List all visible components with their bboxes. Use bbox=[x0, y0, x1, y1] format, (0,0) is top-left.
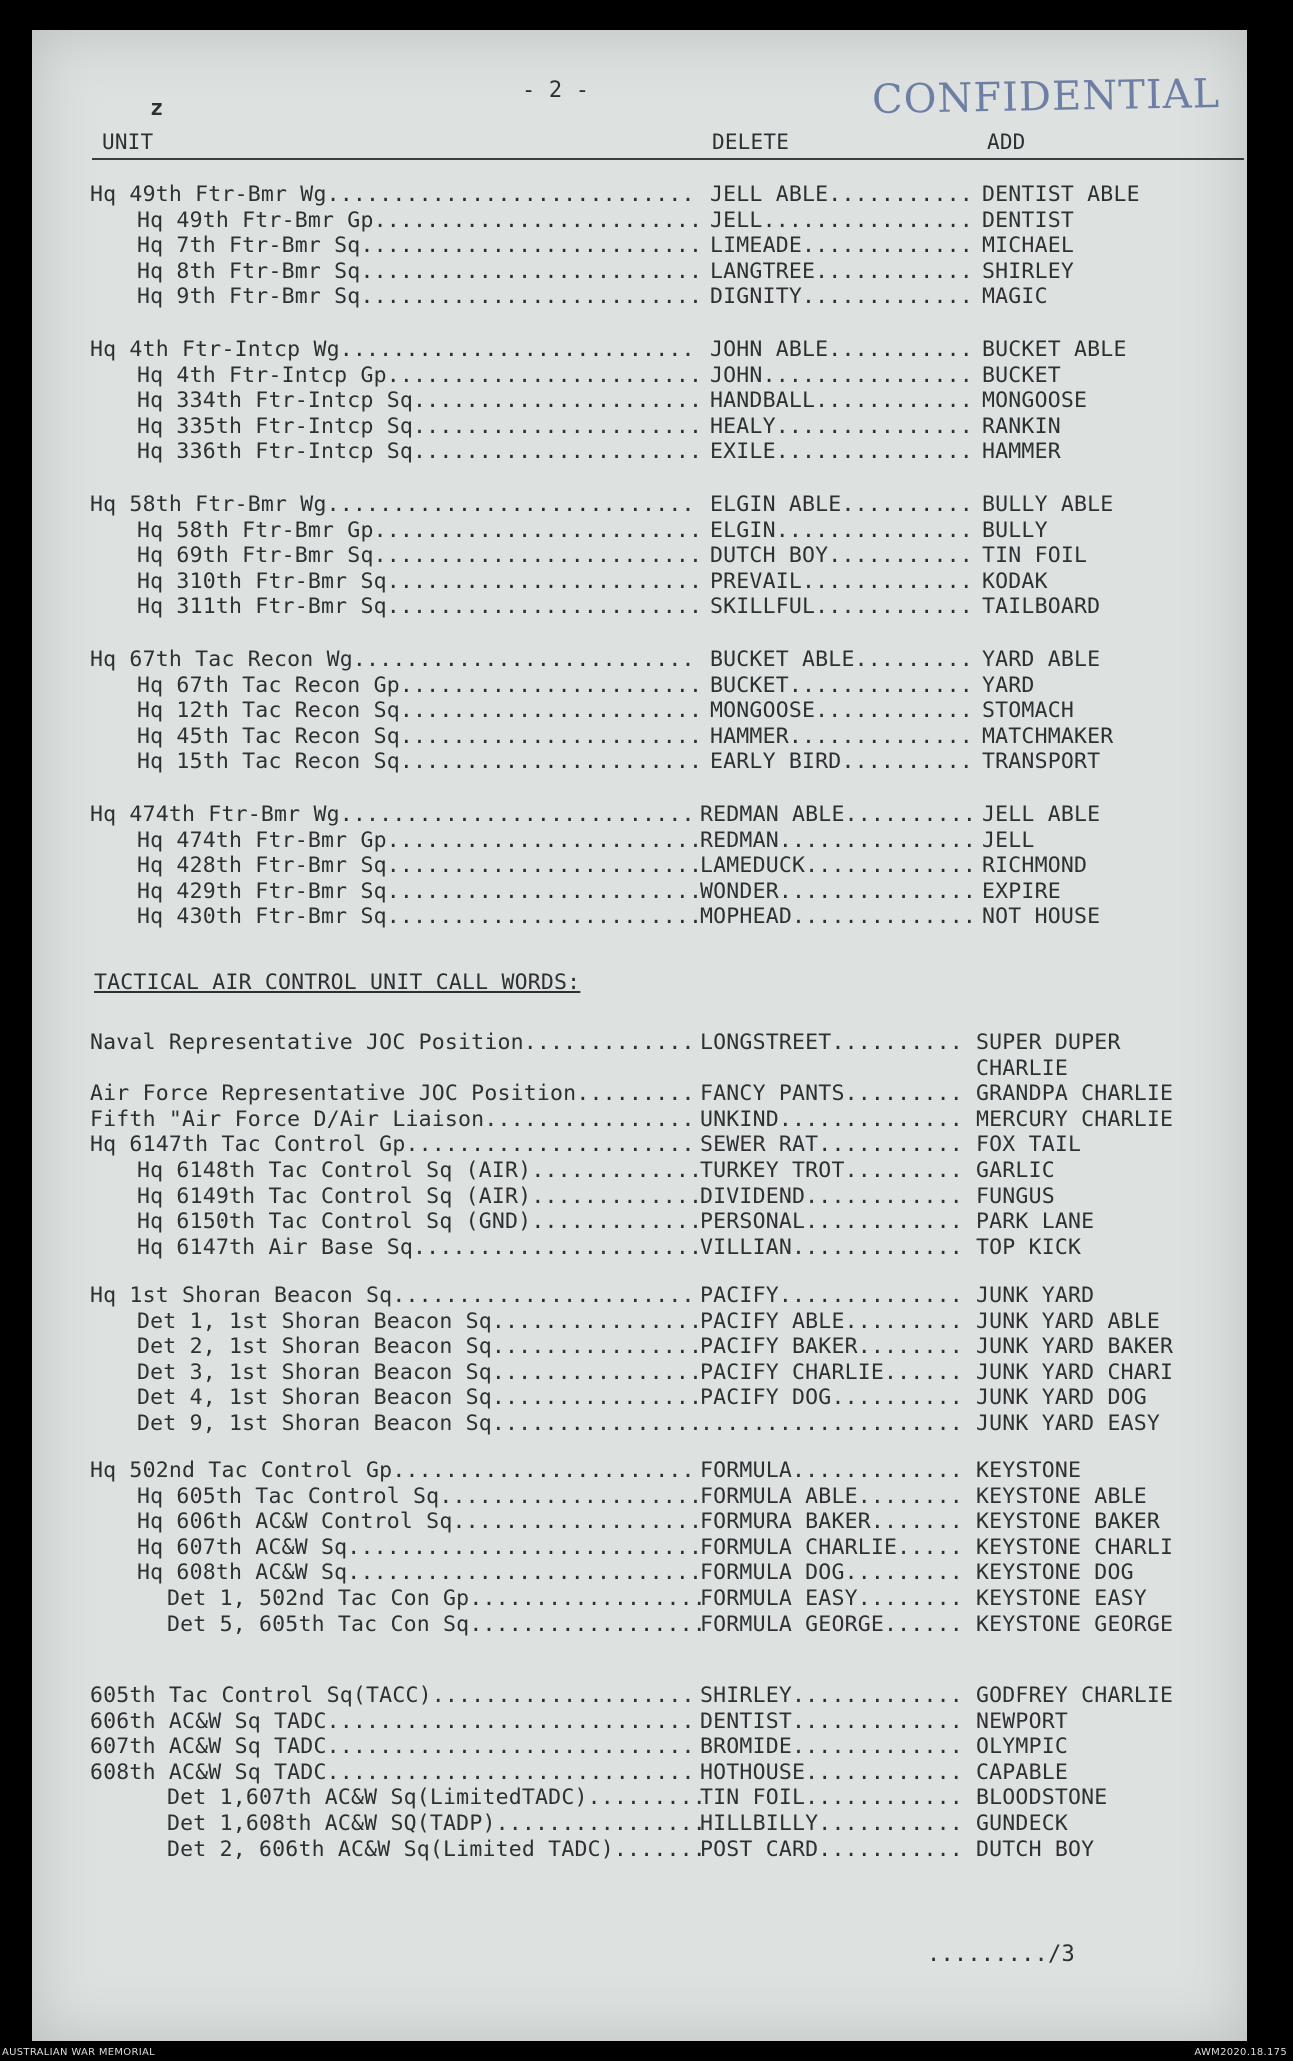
add-call-word: BULLY bbox=[982, 517, 1048, 543]
unit-name: Hq 1st Shoran Beacon Sq....................... bbox=[90, 1283, 695, 1308]
add-call-word: JUNK YARD EASY bbox=[976, 1410, 1161, 1436]
delete-call-word: PACIFY.............. bbox=[700, 1283, 963, 1308]
unit-name: Hq 430th Ftr-Bmr Sq........................ bbox=[137, 904, 703, 930]
add-call-word: MONGOOSE bbox=[982, 388, 1088, 414]
document-page bbox=[32, 30, 1247, 2041]
add-call-word: TRANSPORT bbox=[982, 749, 1101, 775]
unit-name: Det 2, 606th AC&W Sq(Limited TADC)....... bbox=[167, 1836, 706, 1862]
delete-call-word: HAMMER.............. bbox=[710, 723, 973, 749]
delete-call-word: POST CARD........... bbox=[700, 1836, 963, 1862]
add-call-word: BULLY ABLE bbox=[982, 492, 1114, 517]
delete-call-word: LONGSTREET.......... bbox=[700, 1030, 963, 1055]
add-call-word: JUNK YARD ABLE bbox=[976, 1308, 1161, 1334]
delete-call-word: BROMIDE............. bbox=[700, 1734, 963, 1760]
delete-call-word: PACIFY CHARLIE...... bbox=[700, 1359, 963, 1385]
delete-call-word: UNKIND.............. bbox=[700, 1106, 963, 1132]
unit-name: Det 1,607th AC&W Sq(LimitedTADC)......... bbox=[167, 1785, 706, 1811]
delete-call-word: REDMAN ABLE.......... bbox=[700, 802, 977, 827]
unit-name: Hq 6149th Tac Control Sq (AIR)............. bbox=[137, 1183, 703, 1209]
unit-name: Hq 474th Ftr-Bmr Gp........................ bbox=[137, 827, 703, 853]
archive-footer bbox=[0, 2046, 1293, 2061]
add-call-word: STOMACH bbox=[982, 698, 1075, 724]
unit-name: 606th AC&W Sq TADC............................ bbox=[90, 1708, 695, 1734]
unit-name: Hq 607th AC&W Sq........................... bbox=[137, 1534, 703, 1560]
add-call-word: YARD bbox=[982, 672, 1035, 698]
delete-call-word: EXILE............... bbox=[710, 439, 973, 465]
unit-name: Det 9, 1st Shoran Beacon Sq................ bbox=[137, 1410, 703, 1436]
add-call-word: PARK LANE bbox=[976, 1209, 1095, 1235]
delete-call-word: TIN FOIL............ bbox=[700, 1785, 963, 1811]
delete-call-word: FANCY PANTS......... bbox=[700, 1081, 963, 1107]
unit-name: Hq 6150th Tac Control Sq (GND)............. bbox=[137, 1209, 703, 1235]
add-call-word: FUNGUS bbox=[976, 1183, 1055, 1209]
delete-call-word: JOHN ABLE........... bbox=[710, 337, 973, 362]
unit-name: 608th AC&W Sq TADC............................ bbox=[90, 1759, 695, 1785]
unit-name: Hq 4th Ftr-Intcp Wg........................... bbox=[90, 337, 695, 362]
column-header-delete: DELETE bbox=[712, 130, 790, 154]
add-call-word: TAILBOARD bbox=[982, 594, 1101, 620]
unit-name: Hq 58th Ftr-Bmr Gp......................... bbox=[137, 517, 703, 543]
unit-name: Hq 6147th Air Base Sq...................... bbox=[137, 1234, 703, 1260]
add-call-word: GODFREY CHARLIE bbox=[976, 1683, 1174, 1708]
unit-name: Hq 336th Ftr-Intcp Sq...................... bbox=[137, 439, 703, 465]
delete-call-word: LANGTREE............ bbox=[710, 258, 973, 284]
delete-call-word: TURKEY TROT......... bbox=[700, 1157, 963, 1183]
add-call-word: HAMMER bbox=[982, 439, 1061, 465]
add-call-word: NEWPORT bbox=[976, 1708, 1069, 1734]
unit-name: Hq 6147th Tac Control Gp...................... bbox=[90, 1132, 695, 1158]
delete-call-word: DIVIDEND............ bbox=[700, 1183, 963, 1209]
add-call-word: CHARLIE bbox=[976, 1055, 1069, 1081]
add-call-word: MERCURY CHARLIE bbox=[976, 1106, 1174, 1132]
add-call-word: KEYSTONE CHARLI bbox=[976, 1534, 1174, 1560]
unit-name: Hq 49th Ftr-Bmr Wg............................ bbox=[90, 182, 695, 207]
unit-name: Hq 474th Ftr-Bmr Wg........................... bbox=[90, 802, 695, 827]
add-call-word: RANKIN bbox=[982, 413, 1061, 439]
add-call-word: JELL bbox=[982, 827, 1035, 853]
unit-name: Hq 605th Tac Control Sq.................... bbox=[137, 1483, 703, 1509]
page-number: - 2 - bbox=[522, 78, 590, 103]
unit-name: Hq 429th Ftr-Bmr Sq........................ bbox=[137, 878, 703, 904]
delete-call-word: REDMAN............... bbox=[700, 827, 977, 853]
add-call-word: FOX TAIL bbox=[976, 1132, 1082, 1158]
unit-name: Air Force Representative JOC Position......... bbox=[90, 1081, 695, 1107]
delete-call-word: FORMURA BAKER....... bbox=[700, 1509, 963, 1535]
delete-call-word: HANDBALL............ bbox=[710, 388, 973, 414]
add-call-word: YARD ABLE bbox=[982, 647, 1101, 672]
add-call-word: JUNK YARD CHARI bbox=[976, 1359, 1174, 1385]
footer-archive-name: AUSTRALIAN WAR MEMORIAL bbox=[2, 2047, 155, 2058]
unit-name: Hq 7th Ftr-Bmr Sq.......................... bbox=[137, 233, 703, 259]
unit-name: Hq 8th Ftr-Bmr Sq.......................... bbox=[137, 258, 703, 284]
continuation-marker: ........./3 bbox=[927, 1942, 1075, 1967]
add-call-word: BUCKET ABLE bbox=[982, 337, 1127, 362]
add-call-word: KEYSTONE BAKER bbox=[976, 1509, 1161, 1535]
delete-call-word: LIMEADE............. bbox=[710, 233, 973, 259]
add-call-word: KEYSTONE GEORGE bbox=[976, 1611, 1174, 1637]
unit-name: Hq 9th Ftr-Bmr Sq.......................... bbox=[137, 284, 703, 310]
header-rule bbox=[92, 158, 1244, 160]
unit-name: Hq 15th Tac Recon Sq....................... bbox=[137, 749, 703, 775]
unit-name: Hq 12th Tac Recon Sq....................... bbox=[137, 698, 703, 724]
unit-name: Det 5, 605th Tac Con Sq.................. bbox=[167, 1611, 706, 1637]
add-call-word: KEYSTONE bbox=[976, 1458, 1082, 1483]
delete-call-word: PERSONAL............ bbox=[700, 1209, 963, 1235]
add-call-word: KEYSTONE EASY bbox=[976, 1585, 1147, 1611]
delete-call-word: FORMULA CHARLIE..... bbox=[700, 1534, 963, 1560]
column-header-add: ADD bbox=[987, 130, 1026, 154]
add-call-word: GUNDECK bbox=[976, 1810, 1069, 1836]
delete-call-word: HEALY............... bbox=[710, 413, 973, 439]
section-subheading: TACTICAL AIR CONTROL UNIT CALL WORDS: bbox=[94, 970, 581, 995]
unit-name: Det 1, 502nd Tac Con Gp.................. bbox=[167, 1585, 706, 1611]
delete-call-word: VILLIAN............. bbox=[700, 1234, 963, 1260]
delete-call-word: PACIFY DOG.......... bbox=[700, 1385, 963, 1411]
delete-call-word: FORMULA GEORGE...... bbox=[700, 1611, 963, 1637]
add-call-word: JUNK YARD BAKER bbox=[976, 1334, 1174, 1360]
delete-call-word: FORMULA ABLE........ bbox=[700, 1483, 963, 1509]
add-call-word: BUCKET bbox=[982, 362, 1061, 388]
add-call-word: DENTIST ABLE bbox=[982, 182, 1140, 207]
add-call-word: MAGIC bbox=[982, 284, 1048, 310]
delete-call-word: HILLBILLY........... bbox=[700, 1810, 963, 1836]
unit-name: Det 1,608th AC&W SQ(TADP)................ bbox=[167, 1810, 706, 1836]
add-call-word: GARLIC bbox=[976, 1157, 1055, 1183]
column-header-unit: UNIT bbox=[102, 130, 154, 154]
delete-call-word: SEWER RAT........... bbox=[700, 1132, 963, 1158]
add-call-word: MICHAEL bbox=[982, 233, 1075, 259]
unit-name: Det 3, 1st Shoran Beacon Sq................ bbox=[137, 1359, 703, 1385]
add-call-word: KEYSTONE DOG bbox=[976, 1560, 1134, 1586]
add-call-word: CAPABLE bbox=[976, 1759, 1069, 1785]
unit-name: Hq 335th Ftr-Intcp Sq...................... bbox=[137, 413, 703, 439]
delete-call-word: EARLY BIRD.......... bbox=[710, 749, 973, 775]
delete-call-word: FORMULA EASY........ bbox=[700, 1585, 963, 1611]
add-call-word: GRANDPA CHARLIE bbox=[976, 1081, 1174, 1107]
add-call-word: SUPER DUPER bbox=[976, 1030, 1121, 1055]
delete-call-word: JOHN................ bbox=[710, 362, 973, 388]
add-call-word: BLOODSTONE bbox=[976, 1785, 1108, 1811]
add-call-word: OLYMPIC bbox=[976, 1734, 1069, 1760]
unit-name: Hq 67th Tac Recon Wg.......................... bbox=[90, 647, 695, 672]
delete-call-word: BUCKET ABLE......... bbox=[710, 647, 973, 672]
add-call-word: JUNK YARD bbox=[976, 1283, 1095, 1308]
unit-name: Det 4, 1st Shoran Beacon Sq................ bbox=[137, 1385, 703, 1411]
unit-name: Hq 45th Tac Recon Sq....................... bbox=[137, 723, 703, 749]
delete-call-word: BUCKET.............. bbox=[710, 672, 973, 698]
unit-name: Hq 69th Ftr-Bmr Sq......................... bbox=[137, 543, 703, 569]
corner-mark: z bbox=[150, 96, 164, 121]
delete-call-word: FORMULA DOG......... bbox=[700, 1560, 963, 1586]
add-call-word: JELL ABLE bbox=[982, 802, 1101, 827]
unit-name: Naval Representative JOC Position............. bbox=[90, 1030, 695, 1055]
unit-name: Hq 608th AC&W Sq........................... bbox=[137, 1560, 703, 1586]
delete-call-word: .................... bbox=[700, 1410, 963, 1436]
delete-call-word: PREVAIL............. bbox=[710, 568, 973, 594]
unit-name: Hq 428th Ftr-Bmr Sq........................ bbox=[137, 853, 703, 879]
unit-name: Hq 49th Ftr-Bmr Gp......................... bbox=[137, 207, 703, 233]
unit-name: Det 1, 1st Shoran Beacon Sq................ bbox=[137, 1308, 703, 1334]
unit-name: Fifth "Air Force D/Air Liaison................ bbox=[90, 1106, 695, 1132]
add-call-word: TOP KICK bbox=[976, 1234, 1082, 1260]
add-call-word: KEYSTONE ABLE bbox=[976, 1483, 1147, 1509]
add-call-word: KODAK bbox=[982, 568, 1048, 594]
delete-call-word: ELGIN ABLE.......... bbox=[710, 492, 973, 517]
unit-name: Hq 311th Ftr-Bmr Sq........................ bbox=[137, 594, 703, 620]
delete-call-word: LAMEDUCK............. bbox=[700, 853, 977, 879]
delete-call-word: PACIFY ABLE......... bbox=[700, 1308, 963, 1334]
delete-call-word: DIGNITY............. bbox=[710, 284, 973, 310]
add-call-word: JUNK YARD DOG bbox=[976, 1385, 1147, 1411]
add-call-word: DUTCH BOY bbox=[976, 1836, 1095, 1862]
delete-call-word: MONGOOSE............ bbox=[710, 698, 973, 724]
delete-call-word: SHIRLEY............. bbox=[700, 1683, 963, 1708]
delete-call-word: JELL................ bbox=[710, 207, 973, 233]
delete-call-word: JELL ABLE........... bbox=[710, 182, 973, 207]
unit-name: Hq 4th Ftr-Intcp Gp........................ bbox=[137, 362, 703, 388]
add-call-word: TIN FOIL bbox=[982, 543, 1088, 569]
delete-call-word: FORMULA............. bbox=[700, 1458, 963, 1483]
add-call-word: EXPIRE bbox=[982, 878, 1061, 904]
delete-call-word: ELGIN............... bbox=[710, 517, 973, 543]
add-call-word: RICHMOND bbox=[982, 853, 1088, 879]
add-call-word: MATCHMAKER bbox=[982, 723, 1114, 749]
unit-name: Hq 334th Ftr-Intcp Sq...................... bbox=[137, 388, 703, 414]
unit-name: Hq 310th Ftr-Bmr Sq........................ bbox=[137, 568, 703, 594]
delete-call-word: MOPHEAD.............. bbox=[700, 904, 977, 930]
unit-name: Hq 58th Ftr-Bmr Wg............................ bbox=[90, 492, 695, 517]
delete-call-word: PACIFY BAKER........ bbox=[700, 1334, 963, 1360]
add-call-word: NOT HOUSE bbox=[982, 904, 1101, 930]
add-call-word: SHIRLEY bbox=[982, 258, 1075, 284]
delete-call-word: WONDER............... bbox=[700, 878, 977, 904]
confidential-stamp: CONFIDENTIAL bbox=[871, 70, 1221, 124]
unit-name: Hq 606th AC&W Control Sq................... bbox=[137, 1509, 703, 1535]
footer-accession-number: AWM2020.18.175 bbox=[1194, 2047, 1287, 2058]
unit-name: 607th AC&W Sq TADC............................ bbox=[90, 1734, 695, 1760]
delete-call-word: SKILLFUL............ bbox=[710, 594, 973, 620]
delete-call-word: DUTCH BOY........... bbox=[710, 543, 973, 569]
unit-name: Det 2, 1st Shoran Beacon Sq................ bbox=[137, 1334, 703, 1360]
delete-call-word: DENTIST............. bbox=[700, 1708, 963, 1734]
add-call-word: DENTIST bbox=[982, 207, 1075, 233]
unit-name: Hq 502nd Tac Control Gp....................... bbox=[90, 1458, 695, 1483]
unit-name: 605th Tac Control Sq(TACC).................... bbox=[90, 1683, 695, 1708]
unit-name: Hq 6148th Tac Control Sq (AIR)............. bbox=[137, 1157, 703, 1183]
delete-call-word: HOTHOUSE............ bbox=[700, 1759, 963, 1785]
unit-name: Hq 67th Tac Recon Gp....................... bbox=[137, 672, 703, 698]
